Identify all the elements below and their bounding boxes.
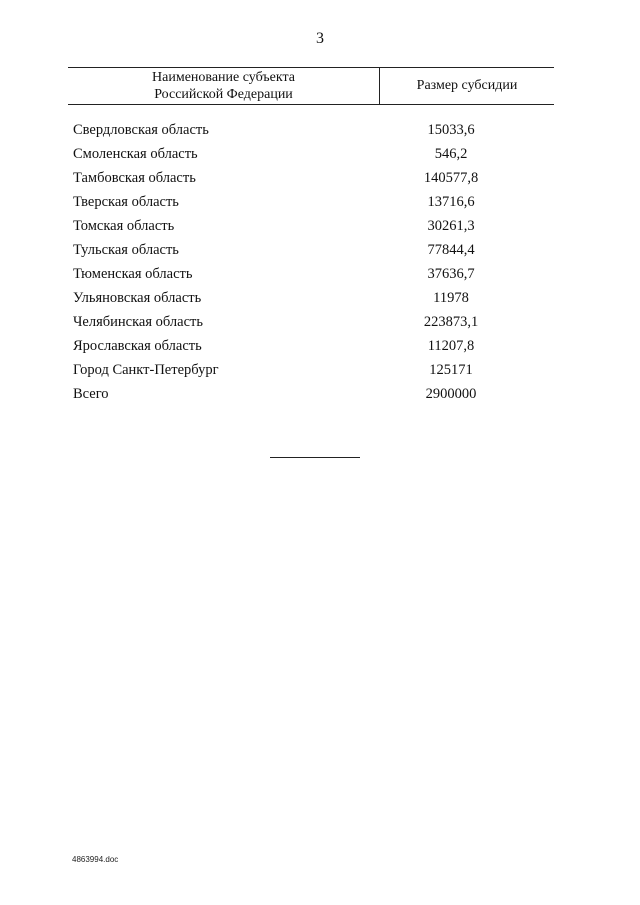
table-row <box>73 190 554 214</box>
subsidy-value: 15033,6 <box>427 121 475 138</box>
subject-name: Свердловская область <box>73 121 209 138</box>
table-row <box>73 310 554 334</box>
column-header-subject-line1: Наименование субъекта <box>152 70 295 85</box>
subsidy-value: 30261,3 <box>427 217 475 234</box>
subject-name: Всего <box>73 385 109 402</box>
subsidy-value: 140577,8 <box>423 169 479 186</box>
subject-name: Смоленская область <box>73 145 198 162</box>
table-row <box>73 262 554 286</box>
subsidy-value: 2900000 <box>425 385 477 402</box>
subject-name: Ярославская область <box>73 337 202 354</box>
table-row <box>73 286 554 310</box>
subject-name: Город Санкт-Петербург <box>73 361 219 378</box>
table-body <box>73 118 554 406</box>
subject-name: Тверская область <box>73 193 179 210</box>
subject-name: Тюменская область <box>73 265 193 282</box>
table-row <box>73 358 554 382</box>
column-header-subsidy: Размер субсидии <box>416 78 518 93</box>
page-number: 3 <box>316 30 324 47</box>
subsidy-value: 77844,4 <box>427 241 475 258</box>
document-id: 4863994.doc <box>72 855 119 864</box>
subsidy-value: 11978 <box>433 289 469 306</box>
table-row <box>73 118 554 142</box>
table-row <box>73 166 554 190</box>
column-header-subject <box>68 68 380 104</box>
subject-name: Ульяновская область <box>73 289 202 306</box>
subject-name: Томская область <box>73 217 175 234</box>
subsidy-value: 223873,1 <box>423 313 479 330</box>
end-divider <box>270 457 360 458</box>
subject-name: Тульская область <box>73 241 179 258</box>
subsidy-value: 11207,8 <box>427 337 475 354</box>
table-row <box>73 382 554 406</box>
table-row <box>73 214 554 238</box>
subsidy-value: 37636,7 <box>427 265 475 282</box>
table-row <box>73 238 554 262</box>
subsidy-value: 125171 <box>429 361 473 378</box>
subject-name: Тамбовская область <box>73 169 196 186</box>
table-header <box>68 67 554 105</box>
column-header-subject-line2: Российской Федерации <box>154 87 293 102</box>
table-row <box>73 142 554 166</box>
subsidy-value: 13716,6 <box>427 193 475 210</box>
table-row <box>73 334 554 358</box>
subject-name: Челябинская область <box>73 313 203 330</box>
subsidy-value: 546,2 <box>434 145 468 162</box>
